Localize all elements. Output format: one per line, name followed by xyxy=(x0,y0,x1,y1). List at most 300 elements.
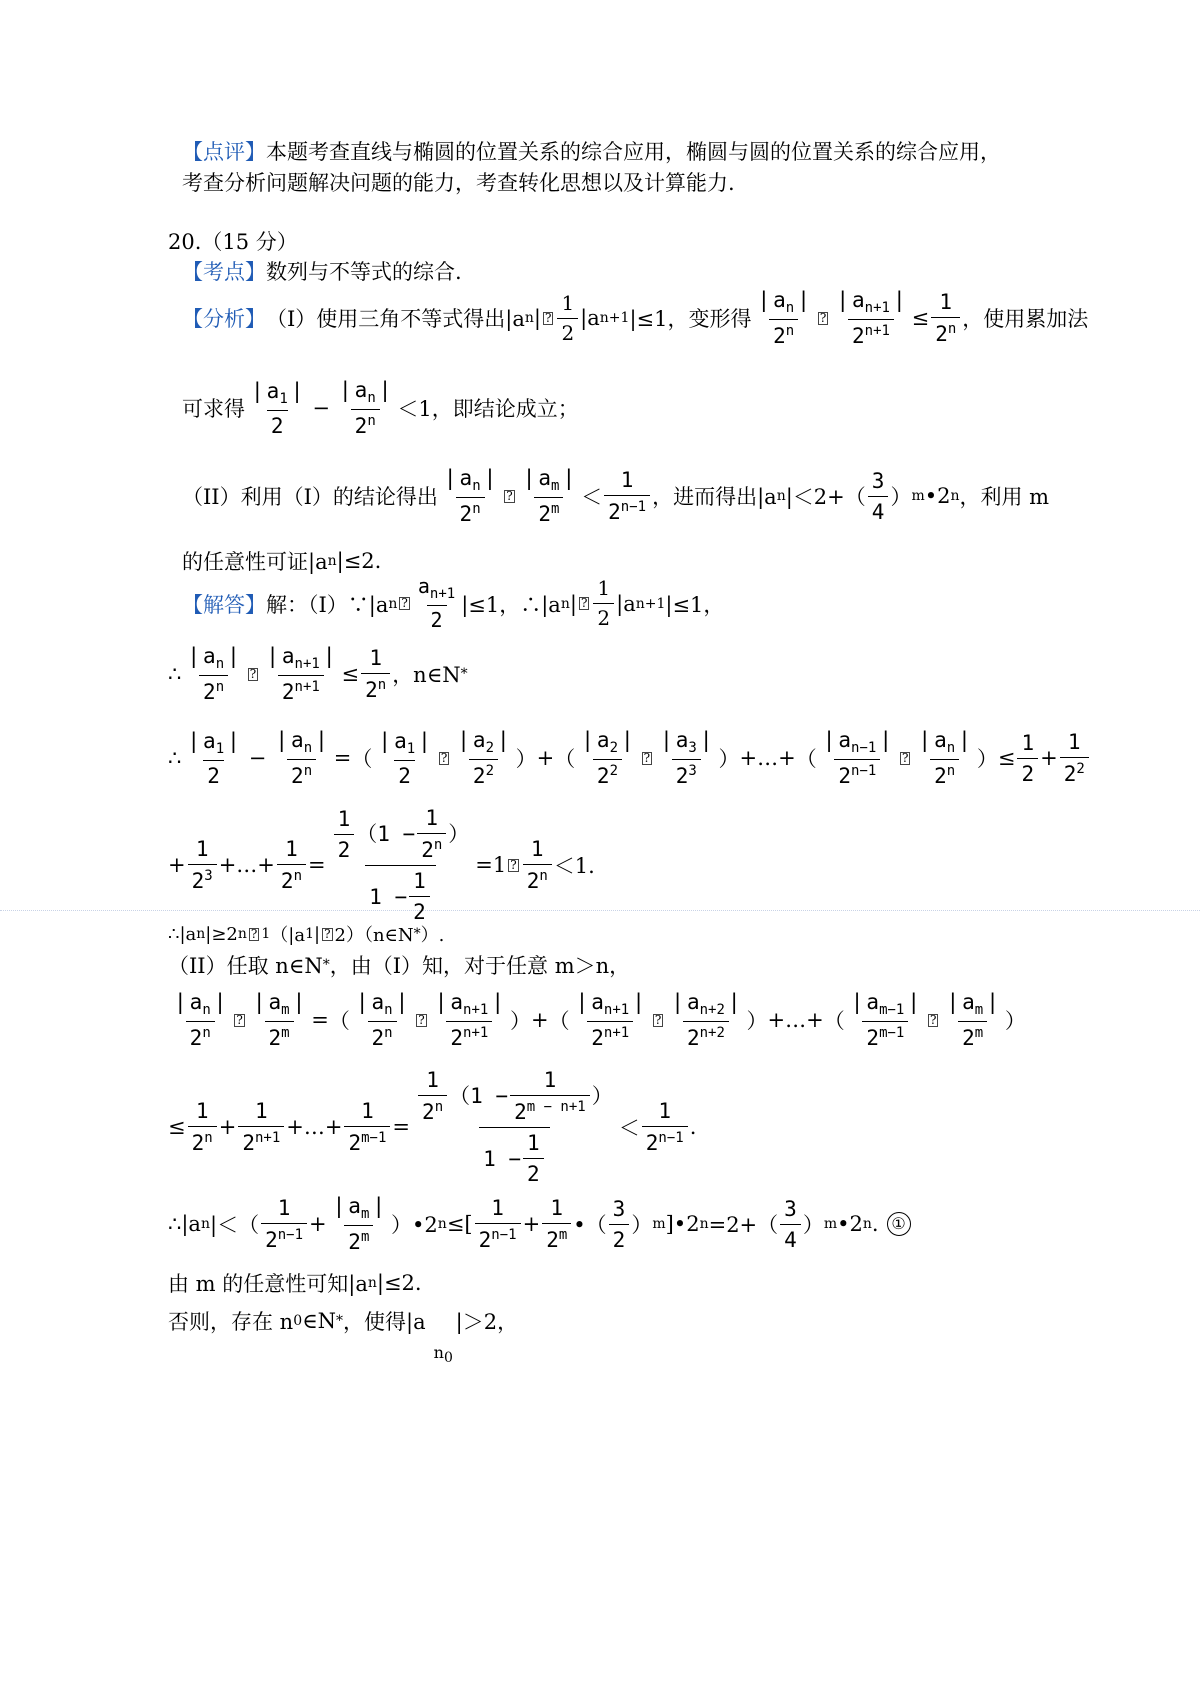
final-f: ） xyxy=(631,1213,653,1238)
lparen: （ xyxy=(823,1009,845,1034)
minus: − xyxy=(248,746,267,771)
fenxi-text-3f: ，利用 m xyxy=(959,485,1050,510)
missing-glyph: ? xyxy=(250,927,258,941)
dots: +…+ xyxy=(218,853,275,878)
sup: m−1 xyxy=(879,1025,905,1042)
den: 2 xyxy=(267,410,288,438)
fraction: | $\frac{a_n |}{2^n}$ xyxy=(271,728,331,788)
fraction: | $a_n$ | 2$^n$ xyxy=(352,990,412,1050)
sup: m xyxy=(558,1227,568,1244)
fraction xyxy=(523,1131,544,1186)
fraction xyxy=(593,577,614,630)
sup: m xyxy=(974,1025,984,1042)
missing-glyph: ? xyxy=(545,310,552,325)
sub: n xyxy=(367,1275,377,1291)
sub: n+2 xyxy=(699,1002,725,1019)
rparen: ） xyxy=(746,1009,768,1034)
sup: n xyxy=(539,868,548,885)
rparen: ） xyxy=(1004,1009,1026,1034)
fraction: $a_{n+1}$ 2 xyxy=(417,574,456,633)
den: 2 xyxy=(593,603,614,630)
kaodian-tag: 【考点】 xyxy=(182,260,266,284)
sub: n xyxy=(200,1216,210,1233)
den: 2 xyxy=(557,318,578,345)
plus: + xyxy=(168,853,186,878)
fraction: | $a_{n+2}$ | $2^{n+2}$ xyxy=(667,990,744,1050)
num: 1 xyxy=(527,1131,540,1156)
jieda-text-1c: |≤1， xyxy=(665,592,725,617)
num: 1 xyxy=(285,837,298,862)
sup: m−1 xyxy=(361,1130,387,1147)
fraction: | $a_{n+1}$ | $2^{n+1}$ xyxy=(431,990,508,1050)
fraction: | $\frac{a_{n+1} |}{2^{n+1}}$ xyxy=(262,644,339,704)
fraction: | $a_{n+1}$ | $2^{n+1}$ xyxy=(572,990,649,1050)
fraction: $\frac{1}{2^{m - n+1}}$ xyxy=(510,1068,590,1124)
num: 1 xyxy=(597,576,611,601)
sup: * xyxy=(413,926,421,942)
fraction: $\frac{1}{2^{m-1}}$ xyxy=(344,1099,390,1155)
sub: 1 xyxy=(305,926,314,942)
one-minus: 1 − xyxy=(377,822,416,847)
fraction xyxy=(334,807,355,862)
num: 1 xyxy=(1021,730,1035,755)
eq: = xyxy=(392,1115,411,1140)
sub-np1: n+1 xyxy=(599,310,630,327)
one-minus: 1 − xyxy=(483,1146,522,1171)
sub: n xyxy=(202,1002,211,1019)
missing-glyph: ? xyxy=(401,596,408,611)
fraction: | $a_n$ | 2$^n$ xyxy=(440,466,500,526)
den: 2 xyxy=(1017,758,1038,786)
review-text-2: 考查分析问题解决问题的能力，考查转化思想以及计算能力. xyxy=(182,171,735,195)
fraction: | $a_n$ | 2$^n$ xyxy=(183,644,243,704)
num: 1 xyxy=(1067,730,1081,755)
eq: = xyxy=(311,1008,329,1033)
fraction: | $a_3$ | $2^3$ xyxy=(656,728,716,788)
num: 1 xyxy=(254,1099,268,1124)
jieda-line-1: 【解答】 解：（I）∵|a n ? $a_{n+1}$ 2 |≤1，∴|a n | ? $\frac{1}{2}$ |a n+1 |≤1， xyxy=(182,574,725,633)
fraction: | $a_n$ | 2$^n$ xyxy=(914,728,974,788)
fraction: $\frac{1}{2^n}$ xyxy=(931,290,960,346)
sup: n−1 xyxy=(491,1227,517,1244)
jieda-text-1b: |≤1，∴|a xyxy=(461,592,561,617)
lparen: （ xyxy=(351,747,373,772)
sub: n xyxy=(327,553,337,569)
sup-one: 1 xyxy=(261,926,271,942)
kaodian-text: 数列与不等式的综合. xyxy=(266,260,462,284)
fraction: 1 $2^{n-1}$ xyxy=(642,1099,688,1155)
sub: n xyxy=(472,478,481,495)
num: 1 xyxy=(543,1068,557,1092)
sub: 1 xyxy=(279,390,288,407)
lparen: （ xyxy=(449,1084,471,1109)
sup: m xyxy=(823,1216,838,1233)
missing-glyph: ? xyxy=(930,1012,937,1027)
review-text-1: 本题考查直线与椭圆的位置关系的综合应用，椭圆与圆的位置关系的综合应用， xyxy=(266,140,1001,164)
num: 3 xyxy=(784,1196,797,1221)
fenxi-text-1c: ，使用累加法 xyxy=(962,307,1089,332)
den: 2 xyxy=(609,1224,630,1252)
num: 1 xyxy=(425,806,439,830)
missing-glyph: ? xyxy=(324,926,331,941)
review-line-2 xyxy=(182,167,735,197)
sup: n xyxy=(377,677,387,694)
fraction: | $\frac{a_{n+1} |}{2^{n+1}}$ xyxy=(832,288,909,348)
sup: n+1 xyxy=(463,1025,489,1042)
final-j: •2 xyxy=(837,1212,863,1237)
fenxi-line-3 xyxy=(182,466,1049,526)
den: 4 xyxy=(780,1224,801,1252)
den: 2 xyxy=(203,760,224,788)
sup: n xyxy=(367,413,376,430)
sup: m − n+1 xyxy=(526,1099,586,1116)
problem-header xyxy=(168,226,298,256)
sub: n xyxy=(946,740,956,757)
sum-end: =1 xyxy=(475,853,507,878)
sup: n xyxy=(202,1025,211,1042)
otherwise-c: ，使得|a xyxy=(343,1310,426,1334)
sup: 3 xyxy=(688,763,697,780)
num: 1 xyxy=(277,1196,291,1221)
big-fraction xyxy=(412,1068,617,1187)
sub: n+1 xyxy=(864,300,890,317)
missing-glyph: ? xyxy=(440,750,448,765)
fraction: $\frac{1}{2^2}$ xyxy=(1060,730,1089,786)
by-m-b: |≤2. xyxy=(376,1271,422,1295)
sup: n xyxy=(699,1216,709,1233)
conclusion-d: 2）（n∈N xyxy=(334,925,414,946)
part2-intro xyxy=(168,950,630,980)
fraction: | $a_2$ | $2^2$ xyxy=(453,728,513,788)
one-minus: 1 − xyxy=(470,1084,509,1109)
den: 4 xyxy=(868,496,889,524)
num: 1 xyxy=(491,1196,504,1221)
fraction: | $a_m$ | 2$^m$ xyxy=(519,466,579,526)
fenxi-text-1b: |≤1，变形得 xyxy=(629,307,752,332)
plus: + xyxy=(522,1212,541,1237)
final-b: |＜（ xyxy=(210,1213,260,1238)
sub: n xyxy=(367,390,376,407)
sub: 0 xyxy=(443,1350,453,1367)
missing-glyph: ? xyxy=(643,750,651,765)
den: 2 xyxy=(523,1158,544,1186)
sup: m xyxy=(911,488,925,505)
num: 1 xyxy=(658,1099,672,1124)
sup: n−1 xyxy=(658,1130,684,1147)
fraction: $\frac{1}{2^n}$ xyxy=(188,1099,217,1155)
sub: n xyxy=(215,656,225,673)
sup: n xyxy=(785,323,795,340)
fraction: $\frac{1}{2^m}$ xyxy=(542,1196,571,1252)
le: ≤ xyxy=(341,662,360,687)
sup: n−1 xyxy=(851,763,877,780)
plus: + xyxy=(536,746,555,771)
final-e: •（ xyxy=(573,1213,607,1238)
sup: n xyxy=(433,837,443,854)
sub: n xyxy=(388,595,398,612)
sup: n−1 xyxy=(620,499,647,516)
final-line xyxy=(168,1194,911,1254)
conclusion-e: ）. xyxy=(420,925,445,946)
num: 3 xyxy=(871,468,885,493)
missing-glyph: ? xyxy=(819,310,827,325)
fraction: | $\frac{a_m |}{2^m}$ xyxy=(329,1194,389,1254)
sup: n+2 xyxy=(699,1025,725,1042)
sub: n+1 xyxy=(463,1002,489,1019)
fenxi-line-2 xyxy=(182,378,579,438)
review-line-1 xyxy=(182,136,1001,166)
sup: n xyxy=(862,1216,872,1233)
fraction: $\frac{1}{2^n}$ xyxy=(361,646,390,702)
plus: + xyxy=(309,1212,327,1237)
fraction xyxy=(780,1197,801,1252)
sub: 2 xyxy=(485,740,494,757)
fraction: 1 $2^{n-1}$ xyxy=(604,468,650,524)
missing-glyph: ? xyxy=(901,750,909,765)
num: 1 xyxy=(620,468,634,493)
fenxi-text-3a: （II）利用（I）的结论得出 xyxy=(182,485,438,510)
otherwise-a: 否则，存在 n xyxy=(168,1310,294,1334)
sup: n xyxy=(472,501,481,518)
lparen: （ xyxy=(328,1009,350,1034)
missing-glyph: ? xyxy=(506,488,513,503)
sup: n xyxy=(204,1130,213,1147)
conclusion-b: |≥2 xyxy=(205,923,238,945)
final-c: ）•2 xyxy=(391,1213,438,1238)
problem-number: 20.（15 分） xyxy=(168,230,298,254)
missing-glyph: ? xyxy=(418,1012,425,1027)
fraction: | $a_1$ | 2 xyxy=(374,729,434,788)
fraction: $\frac{1}{2^3}$ xyxy=(188,837,217,893)
missing-glyph: ? xyxy=(249,666,257,681)
fraction xyxy=(1017,731,1038,786)
num: 1 xyxy=(550,1196,564,1221)
sub: 3 xyxy=(688,740,697,757)
sub: 2 xyxy=(609,740,619,757)
num: 1 xyxy=(561,290,575,315)
final-k: . xyxy=(871,1212,879,1237)
sup: n xyxy=(950,488,960,505)
by-m-line xyxy=(168,1268,422,1298)
sub: m xyxy=(551,478,560,495)
big-fraction xyxy=(328,806,474,925)
fraction: | $a_2$ | $2^2$ xyxy=(577,728,637,788)
final-h: =2+（ xyxy=(708,1213,779,1238)
le: ≤ xyxy=(911,306,930,331)
num: 1 xyxy=(530,837,544,862)
therefore-line-1: ∴ | $a_n$ | 2$^n$ ? | $\frac{a_{n+1} |}{2^{n+1}}$ ≤ $\frac{1}{2^n}$ ，n∈N * xyxy=(168,644,468,704)
minus: − xyxy=(312,396,331,421)
sub: 1 xyxy=(406,740,416,757)
sum-lt: ＜1. xyxy=(553,854,595,879)
fraction xyxy=(557,292,578,345)
sub: n+1 xyxy=(603,1002,630,1019)
sub: m xyxy=(974,1002,984,1019)
num: 1 xyxy=(426,1068,439,1092)
sup: 2 xyxy=(609,763,619,780)
therefore-text: ，n∈N xyxy=(392,663,461,688)
sup: n xyxy=(303,763,313,780)
fraction: | $\frac{a_n |}{2^n}$ xyxy=(335,378,395,438)
sub: n xyxy=(384,1002,393,1019)
sub-n: n xyxy=(524,310,534,327)
fraction: 1 $2^{n-1}$ xyxy=(475,1196,521,1252)
final-d: ≤[ xyxy=(446,1212,473,1237)
sup: * xyxy=(460,666,468,683)
final-i: ） xyxy=(802,1213,824,1238)
num: 1 xyxy=(361,1099,374,1124)
sub: n+1 xyxy=(635,595,666,612)
dots: +…+ xyxy=(286,1115,343,1140)
sub: 0 xyxy=(293,1313,303,1329)
sup: * xyxy=(322,957,330,973)
fraction: | $a_{n-1}$ | $2^{n-1}$ xyxy=(819,728,896,788)
lparen: （ xyxy=(356,822,378,847)
fraction xyxy=(868,469,889,524)
lt: ＜ xyxy=(618,1116,640,1141)
fraction: 1 2$^n$ xyxy=(418,1068,447,1124)
fenxi-line-4 xyxy=(182,546,381,576)
den: 2 xyxy=(409,896,430,924)
plus: + xyxy=(218,1115,237,1140)
le: ≤ xyxy=(997,746,1016,771)
den: 2 xyxy=(427,605,447,632)
num: 1 xyxy=(195,1099,209,1124)
missing-glyph: ? xyxy=(580,596,588,611)
sup: 3 xyxy=(204,868,213,885)
otherwise-d: |＞2， xyxy=(455,1310,519,1334)
sup: m xyxy=(652,1216,666,1233)
sub: 1 xyxy=(215,740,225,757)
sup: n+1 xyxy=(254,1130,281,1147)
sup: n xyxy=(384,1025,393,1042)
conclusion-line: ∴|a n |≥2 n ? 1 （|a 1 | ? 2）（n∈N * ）. xyxy=(168,921,444,947)
rparen: ） xyxy=(509,1009,531,1034)
missing-glyph: ? xyxy=(510,857,517,872)
fraction: | $a_1$ | 2 xyxy=(183,729,243,788)
den: 2 xyxy=(334,834,355,862)
sup: 2 xyxy=(1076,761,1085,778)
sup: n−1 xyxy=(277,1227,304,1244)
rparen: ） xyxy=(448,822,470,847)
conclusion-a: ∴|a xyxy=(168,923,197,945)
jieda-tag: 【解答】 xyxy=(182,592,266,617)
sub: n−1 xyxy=(851,740,877,757)
lparen: （ xyxy=(554,747,576,772)
num: 3 xyxy=(612,1196,626,1221)
num: 1 xyxy=(413,869,426,894)
otherwise-line xyxy=(168,1306,519,1367)
rparen: ） xyxy=(591,1084,613,1109)
fraction: | $a_1$ | 2 xyxy=(247,379,307,438)
sup: n+1 xyxy=(864,323,890,340)
sub: m xyxy=(281,1002,290,1019)
sub: n xyxy=(196,926,206,942)
lt: ＜ xyxy=(581,485,603,510)
sub: n xyxy=(785,300,795,317)
sup: * xyxy=(336,1313,344,1329)
eq: = xyxy=(308,853,326,878)
sup: n xyxy=(293,868,302,885)
fenxi-text-1a: （I）使用三角不等式得出|a xyxy=(266,307,525,332)
dots: +…+ xyxy=(767,1008,824,1033)
by-m-a: 由 m 的任意性可知|a xyxy=(168,1272,368,1296)
num: 1 xyxy=(195,837,209,862)
sub: n+1 xyxy=(429,586,456,602)
sub: n xyxy=(776,488,786,505)
jieda-text-1a: 解：（I）∵|a xyxy=(266,592,389,617)
missing-glyph: ? xyxy=(236,1012,243,1027)
fraction: | $\frac{a_m |}{2^m}$ xyxy=(249,990,309,1050)
sub: n xyxy=(560,595,570,612)
part2-bound-line: ≤ $\frac{1}{2^n}$ + $\frac{1}{2^{n+1}}$ +…+ $\frac{1}{2^{m-1}}$ = 1 2$^n$ （ 1 − $\frac{1}{2^{m - n+1}}$ ） 1 − $\frac{1}{2}$ ＜ 1 $2^{n-1}$ . xyxy=(168,1068,697,1187)
rparen: ） xyxy=(718,747,740,772)
part2-sum-line xyxy=(168,990,1026,1050)
fraction: | $a_{m-1}$ | $2^{m-1}$ xyxy=(847,990,924,1050)
sum-line: ∴ | $a_1$ | 2 − | $\frac{a_n |}{2^n}$ = （ | $a_1$ | 2 ? | $a_2$ | $2^2$ ） + （ | $a_2$ | $2^2$ ? | $a_3$ | $2^3$ ） +…+ （ | $a_{n-1}$ | $2^{n-1}$ ? | $a_n$ | 2$^n$ ） ≤ $\frac{1}{2}$ + $\frac{1}{2^2}$ xyxy=(168,728,1091,788)
missing-glyph: ? xyxy=(654,1012,662,1027)
sub: m xyxy=(360,1206,370,1223)
sup: m xyxy=(360,1229,370,1246)
plus: + xyxy=(530,1008,549,1033)
lparen: （ xyxy=(795,747,817,772)
sub: n+1 xyxy=(294,656,320,673)
fenxi-text-4: 的任意性可证|a xyxy=(182,550,328,574)
num: 1 xyxy=(337,806,351,831)
fenxi-text-4b: |≤2. xyxy=(336,549,382,573)
le: ≤ xyxy=(168,1115,186,1140)
fraction xyxy=(609,1197,630,1252)
plus: + xyxy=(1040,746,1058,771)
fenxi-line-1: 【分析】 （I）使用三角不等式得出|a n | ? $\frac{1}{2}$ |a n+1 |≤1，变形得 | $a_n$ | 2$^n$ ? | $\frac{a_{n+1} |}{2^{n+1}}$ ≤ $\frac{1}{2^n}$ ，使用累加法 xyxy=(182,288,1088,348)
sup: m xyxy=(281,1025,290,1042)
fraction: | $a_n$ | 2$^n$ xyxy=(170,990,230,1050)
fraction: $\frac{1}{2^n}$ xyxy=(277,837,306,893)
fenxi-text-2b: ＜1，即结论成立； xyxy=(397,397,579,422)
sup: n xyxy=(237,926,247,942)
fenxi-text-3c: |＜2+（ xyxy=(785,485,866,510)
fraction: | $a_n$ | 2$^n$ xyxy=(753,288,813,348)
geo-sum-line xyxy=(168,806,595,925)
num: 1 xyxy=(369,646,382,671)
sub: m−1 xyxy=(879,1002,905,1019)
sup: n xyxy=(946,763,956,780)
part2-intro-b: ，由（I）知，对于任意 m＞n， xyxy=(329,954,631,978)
conclusion-c: （|a xyxy=(270,925,306,946)
sup: n xyxy=(947,321,957,338)
fenxi-text-2a: 可求得 xyxy=(182,397,245,422)
dots: +…+ xyxy=(739,746,796,771)
num: 1 xyxy=(939,290,953,315)
sup: n+1 xyxy=(603,1025,630,1042)
den: 2 xyxy=(394,760,415,788)
fraction: $\frac{1}{2^{n+1}}$ xyxy=(238,1099,284,1155)
sup: 2 xyxy=(485,763,494,780)
fenxi-text-3e: •2 xyxy=(924,484,951,509)
fraction: 1 2$^n$ xyxy=(523,837,552,893)
rparen: ） xyxy=(976,747,998,772)
sup: n+1 xyxy=(294,679,320,696)
review-tag: 【点评】 xyxy=(182,140,266,164)
sup: n xyxy=(215,679,225,696)
eq: = xyxy=(333,746,352,771)
lparen: （ xyxy=(548,1009,570,1034)
part2-intro-a: （II）任取 n∈N xyxy=(168,954,323,978)
sub-n0 xyxy=(434,1343,453,1366)
sup: m xyxy=(551,501,560,518)
otherwise-b: ∈N xyxy=(302,1309,337,1333)
fraction xyxy=(409,869,430,924)
